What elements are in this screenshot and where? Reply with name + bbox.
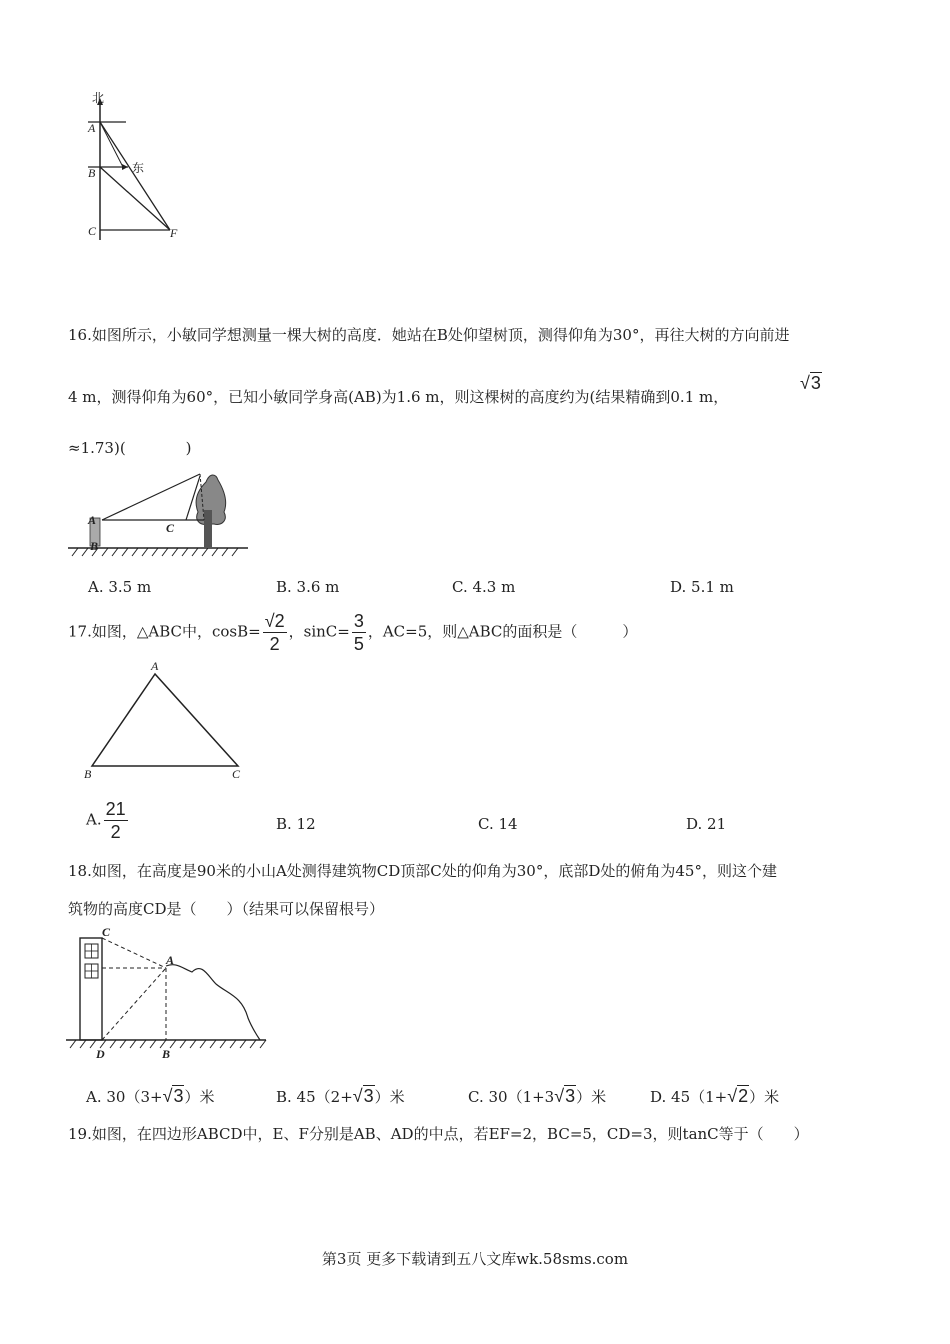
- point-c-label: C: [88, 224, 97, 238]
- q18-option-b-post: ）米: [374, 1088, 405, 1106]
- q18-option-c-pre: C. 30（1+3: [468, 1088, 555, 1106]
- q16-option-a[interactable]: A. 3.5 m: [88, 578, 152, 596]
- q19-line1: 19.如图，在四边形ABCD中，E、F分别是AB、AD的中点，若EF=2，BC=5，CD=3，则tanC等于（ ）: [68, 1125, 809, 1143]
- q18-option-d-radicand: 2: [738, 1086, 749, 1106]
- q18-point-b-label: B: [162, 1047, 171, 1061]
- q17-option-a[interactable]: [86, 800, 130, 841]
- option-a-numerator: 21: [105, 799, 126, 819]
- q17-point-b-label: B: [84, 767, 92, 780]
- sqrt-symbol: √2: [727, 1086, 749, 1106]
- q18-line2: 筑物的高度CD是（ ）（结果可以保留根号）: [68, 900, 385, 918]
- north-label: 北: [92, 92, 105, 105]
- q17-point-a-label: A: [151, 660, 159, 673]
- cosb-denominator: 2: [269, 634, 280, 654]
- figure-triangle: [80, 660, 250, 780]
- sinc-numerator: 3: [353, 611, 364, 631]
- q18-option-d-pre: D. 45（1+: [650, 1088, 728, 1106]
- q17-suffix: ，AC=5，则△ABC的面积是（ ）: [367, 622, 638, 641]
- cosb-fraction: [263, 612, 287, 653]
- option-a-fraction: [104, 800, 128, 841]
- q17-option-b[interactable]: B. 12: [276, 815, 316, 833]
- q16-point-a-label: A: [88, 513, 97, 527]
- figure-compass: [78, 92, 188, 242]
- q16-option-c[interactable]: C. 4.3 m: [452, 578, 516, 596]
- sqrt-symbol: √3: [554, 1086, 576, 1106]
- q17-option-d[interactable]: D. 21: [686, 815, 727, 833]
- q18-option-d[interactable]: [650, 1086, 779, 1107]
- q18-option-b-pre: B. 45（2+: [276, 1088, 353, 1106]
- q18-option-c[interactable]: [468, 1086, 606, 1107]
- sinc-denominator: 5: [353, 634, 364, 654]
- q17-point-c-label: C: [232, 767, 241, 780]
- q18-option-b[interactable]: [276, 1086, 405, 1107]
- east-label: 东: [132, 161, 145, 175]
- sqrt3-symbol: √3: [800, 373, 821, 393]
- q17-mid: ，sinC=: [288, 622, 350, 641]
- sinc-fraction: [352, 612, 366, 653]
- q18-option-b-radicand: 3: [363, 1086, 374, 1106]
- page-footer: 第3页 更多下载请到五八文库wk.58sms.com: [321, 1250, 629, 1268]
- q17-option-a-prefix: A.: [86, 810, 102, 829]
- q17-prefix: 17.如图，△ABC中，cosB=: [68, 622, 261, 641]
- q18-point-a-label: A: [166, 953, 175, 967]
- q16-line1: 16.如图所示，小敏同学想测量一棵大树的高度．她站在B处仰望树顶，测得仰角为30°，再往大树的方向前进: [68, 326, 790, 344]
- q17-stem: [68, 612, 637, 653]
- q18-option-a[interactable]: [86, 1086, 215, 1107]
- q18-point-d-label: D: [96, 1047, 105, 1061]
- sqrt3-value: 3: [810, 373, 821, 393]
- point-a-label: A: [88, 121, 96, 135]
- option-a-denominator: 2: [110, 822, 121, 842]
- cosb-numerator: √2: [264, 611, 285, 631]
- q18-option-a-pre: A. 30（3+: [86, 1088, 163, 1106]
- figure-building: [66, 922, 272, 1062]
- q16-option-b[interactable]: B. 3.6 m: [276, 578, 340, 596]
- point-f-label: F: [170, 226, 178, 240]
- sqrt-symbol: √3: [162, 1086, 184, 1106]
- q18-option-a-radicand: 3: [173, 1086, 184, 1106]
- q17-option-c[interactable]: C. 14: [478, 815, 518, 833]
- q16-option-d[interactable]: D. 5.1 m: [670, 578, 734, 596]
- q18-option-a-post: ）米: [184, 1088, 215, 1106]
- figure-tree: [68, 462, 258, 557]
- sqrt-symbol: √3: [352, 1086, 374, 1106]
- q16-point-b-label: B: [90, 539, 99, 553]
- point-b-label: B: [88, 166, 96, 180]
- q16-line2-text: 4 m，测得仰角为60°，已知小敏同学身高(AB)为1.6 m，则这棵树的高度约为(结果精确到0.1 m，: [68, 388, 729, 406]
- q18-line1: 18.如图，在高度是90米的小山A处测得建筑物CD顶部C处的仰角为30°，底部D处的俯角为45°，则这个建: [68, 862, 777, 880]
- q18-option-c-radicand: 3: [565, 1086, 576, 1106]
- q16-point-c-label: C: [166, 521, 175, 535]
- q16-line3: ≈1.73)( ): [68, 439, 192, 457]
- q18-option-c-post: ）米: [576, 1088, 607, 1106]
- q16-line2: [68, 386, 728, 407]
- q18-option-d-post: ）米: [749, 1088, 780, 1106]
- q18-point-c-label: C: [102, 925, 111, 939]
